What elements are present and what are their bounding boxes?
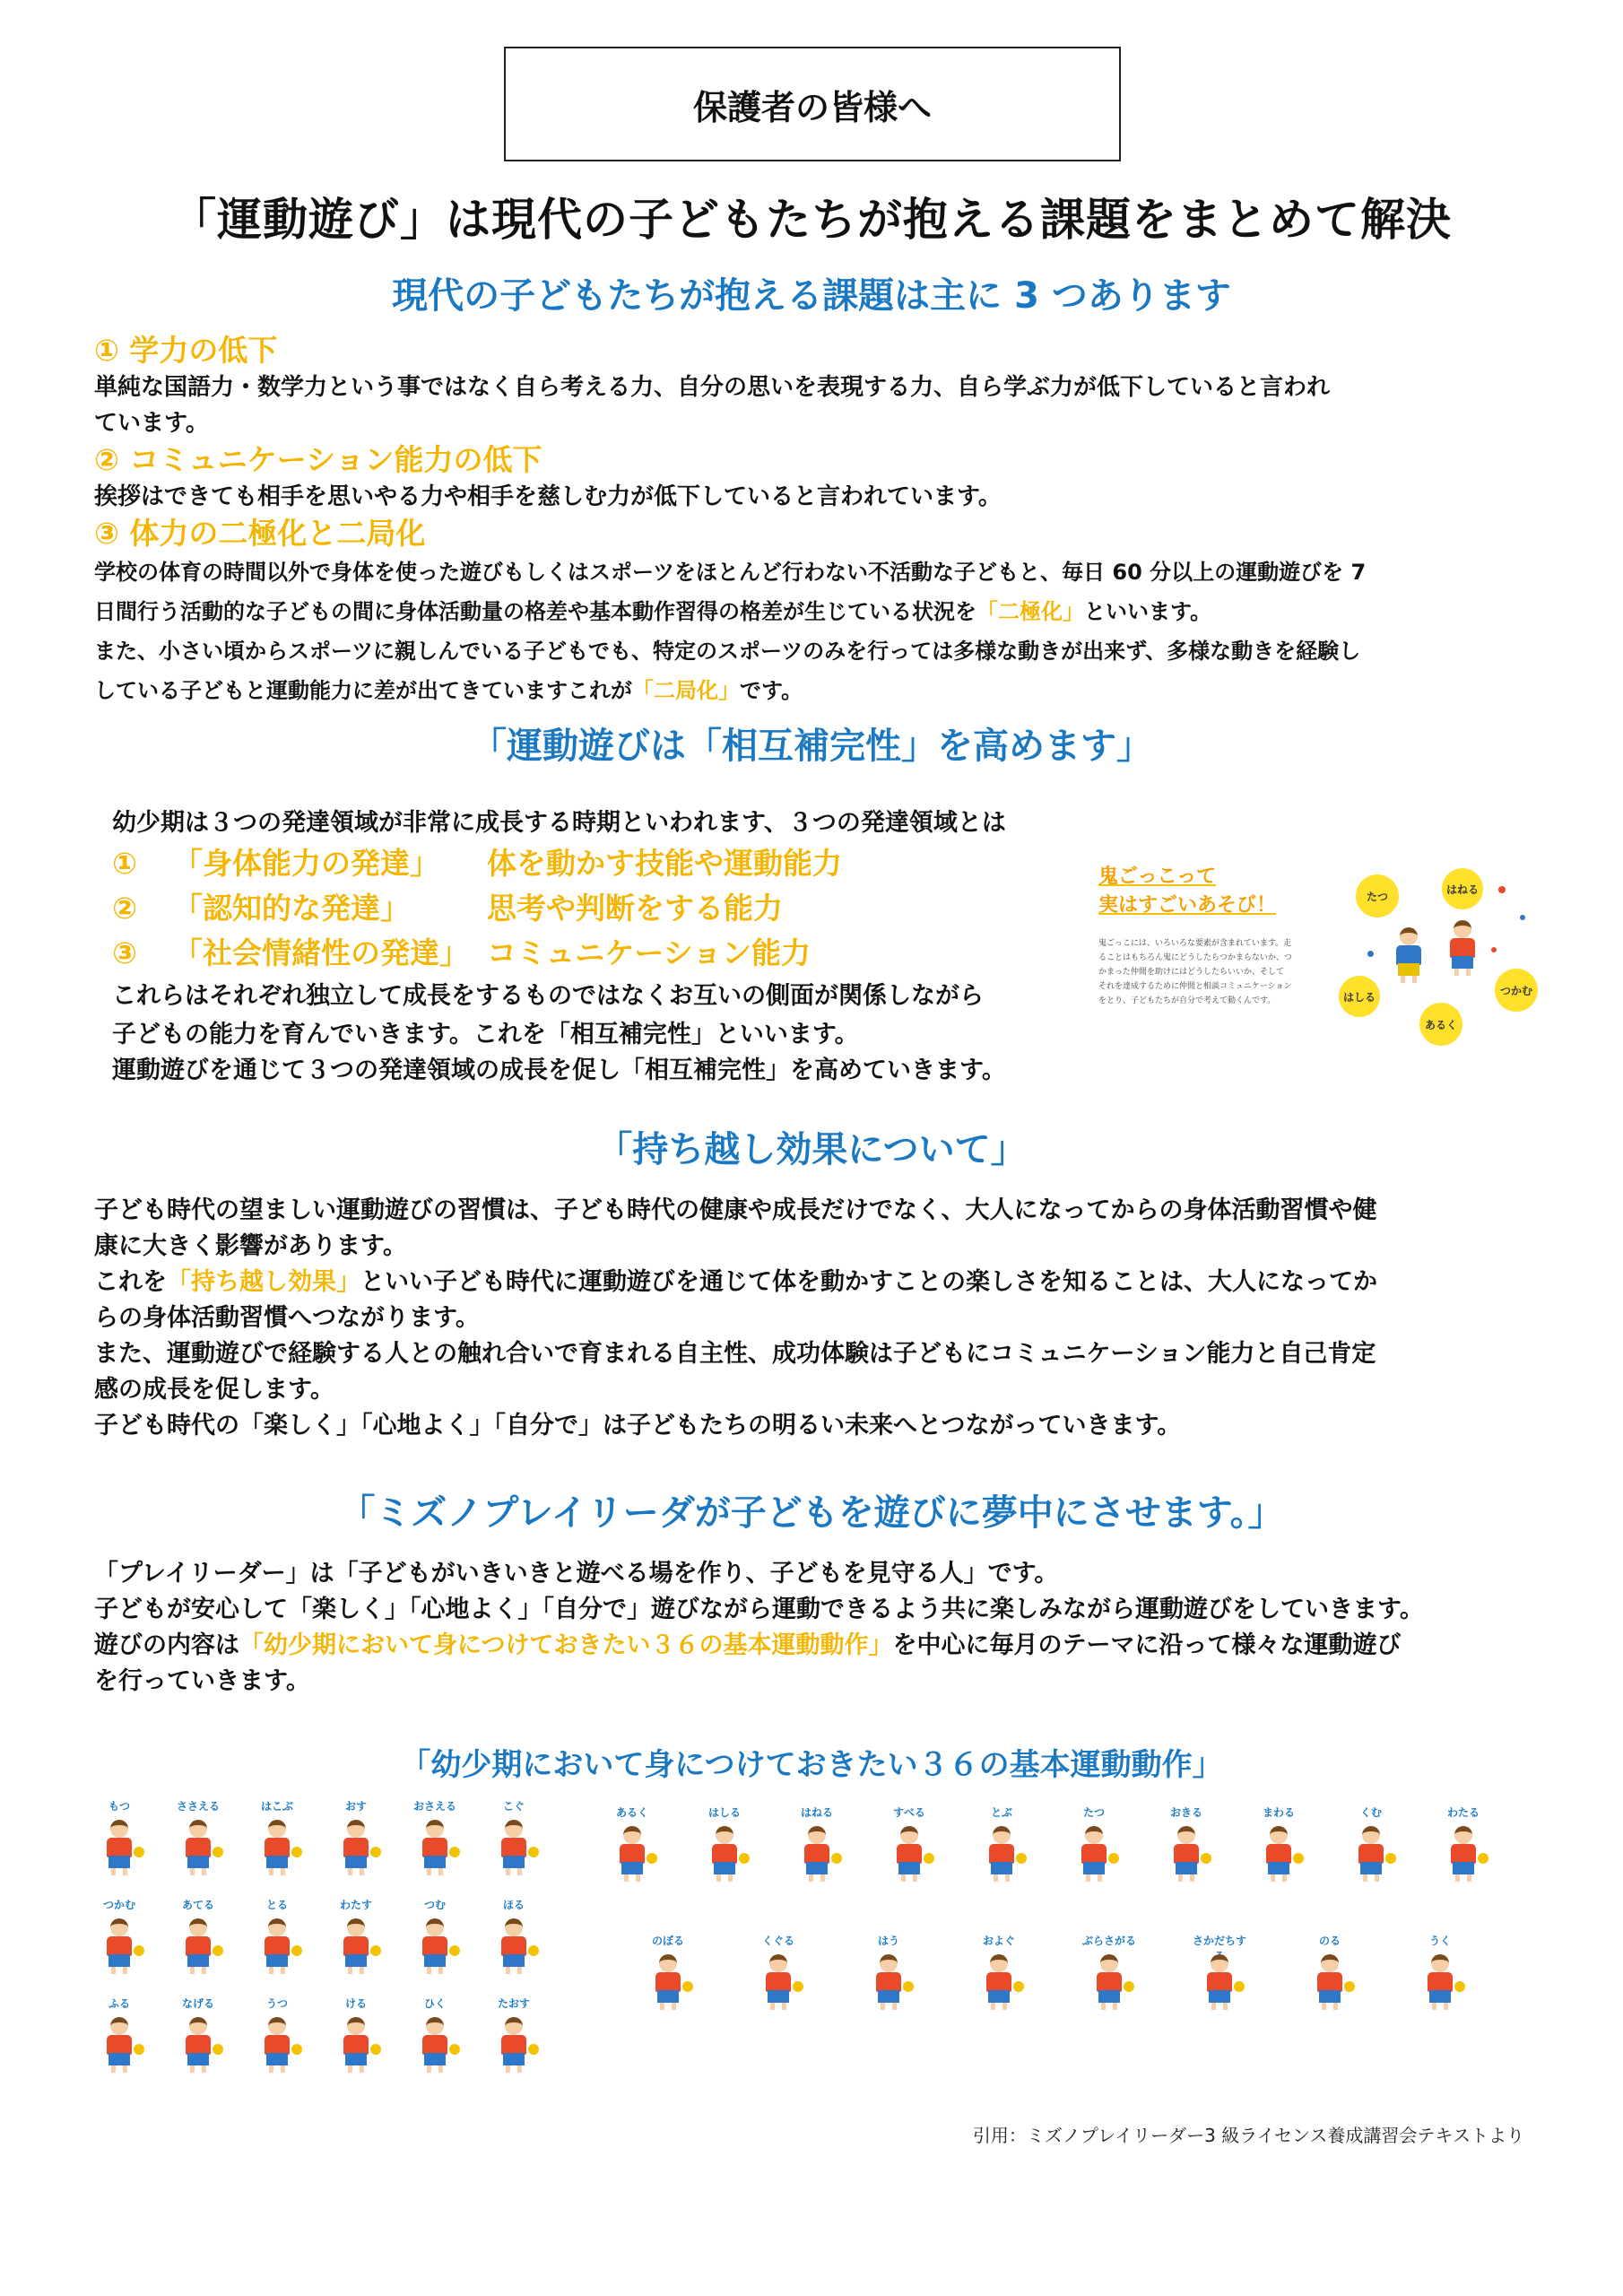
child-figure-icon (489, 2017, 539, 2073)
child-figure-icon (976, 1826, 1027, 1882)
child-figure-icon (252, 2017, 302, 2073)
child-figure-icon (410, 2017, 460, 2073)
child-figure-icon (1254, 1826, 1304, 1882)
section2-heading: 「運動遊びは「相互補完性」を高めます」 (471, 726, 1152, 767)
child-figure-icon (331, 1820, 381, 1875)
child-figure-icon (173, 1918, 223, 1974)
motion-label: ほる (502, 1899, 525, 1911)
motion-label: もつ (108, 1800, 130, 1813)
motion-label: おさえる (412, 1800, 456, 1813)
section4-line1: 「プレイリーダー」は「子どもがいきいきと遊べる場を作り、子どもを見守る人」です。 (94, 1560, 1059, 1587)
motion-label: のる (1318, 1935, 1341, 1947)
motion-label: はう (877, 1935, 899, 1947)
motion-item (167, 1996, 230, 2073)
child-figure-icon (1194, 1954, 1245, 2010)
issue3-line3: また、小さい頃からスポーツに親しんでいる子どもでも、特定のスポーツのみを行っては多様な動きが出来ず、多様な動きを経験し (94, 639, 1361, 664)
motion-label: たおす (497, 1997, 530, 2010)
motion-item (878, 1805, 941, 1882)
child-figure-icon (173, 2017, 223, 2073)
motion-item (857, 1933, 920, 2010)
motion-item (88, 1897, 151, 1974)
motion-label: ぶらさがる (1081, 1935, 1136, 1947)
motion-item (1409, 1933, 1471, 2010)
motion-label: とぶ (990, 1806, 1012, 1819)
child-figure-icon (1438, 1826, 1488, 1882)
motion-item (246, 1798, 308, 1875)
motion-item (167, 1798, 230, 1875)
motion-item (246, 1897, 308, 1974)
motion-item (970, 1805, 1033, 1882)
motion-label: ひく (423, 1997, 446, 2010)
bubble-aruku: あるく (1419, 1003, 1462, 1046)
child-figure-icon (1305, 1954, 1355, 2010)
term-36-motions: 「幼少期において身につけておきたい３６の基本運動動作」 (239, 1631, 893, 1659)
child-figure-icon (173, 1820, 223, 1875)
child-figure-icon (1346, 1826, 1396, 1882)
motion-item (1298, 1933, 1361, 2010)
child-figure-icon (94, 1820, 144, 1875)
motion-label: すべる (893, 1806, 925, 1819)
motion-item (747, 1933, 810, 2010)
section2-line1: これらはそれぞれ独立して成長をするものではなくお互いの側面が関係しながら (112, 982, 984, 1010)
section2-intro: 幼少期は３つの発達領域が非常に成長する時期といわれます、３つの発達領域とは (112, 809, 1006, 837)
child-figure-icon (94, 2017, 144, 2073)
issue1-title: ① 学力の低下 (94, 333, 278, 368)
section3-line7: 子ども時代の「楽しく」「心地よく」「自分で」は子どもたちの明るい未来へとつながっていきます。 (94, 1412, 1182, 1439)
motion-item (1247, 1805, 1310, 1882)
child-figure-icon (252, 1918, 302, 1974)
issue1-line1: 単純な国語力・数学力という事ではなく自ら考える力、自分の思いを表現する力、自ら学ぶ力が低下していると言われ (94, 374, 1331, 401)
motion-label: とる (265, 1899, 288, 1911)
term-nikyokuka2: 「二局化」 (632, 678, 740, 703)
motion-label: なげる (181, 1997, 214, 2010)
child-figure-icon (1415, 1954, 1465, 2010)
child-figure-icon (410, 1820, 460, 1875)
child-figure-icon (331, 1918, 381, 1974)
motion-item (325, 1996, 387, 2073)
motion-label: およぐ (982, 1935, 1015, 1947)
motion-label: まわる (1262, 1806, 1295, 1819)
child-figure-icon (410, 1918, 460, 1974)
motion-label: のぼる (651, 1935, 684, 1947)
child-figure-icon (331, 2017, 381, 2073)
domain-row-2: ② 「認知的な発達」 思考や判断をする能力 (112, 891, 783, 926)
motion-label: おす (344, 1800, 367, 1813)
section4-line2: 子どもが安心して「楽しく」「心地よく」「自分で」遊びながら運動できるよう共に楽しみながら運動遊びをしていきます。 (94, 1596, 1424, 1623)
motion-label: こぐ (502, 1800, 525, 1813)
child-figure-icon (252, 1820, 302, 1875)
motion-item (785, 1805, 848, 1882)
child-figure-icon (884, 1826, 934, 1882)
motion-label: おきる (1169, 1806, 1202, 1819)
motion-label: ける (344, 1997, 367, 2010)
domain-row-3: ③ 「社会情緒性の発達」 コミュニケーション能力 (112, 935, 812, 970)
motion-label: さかだちす (1192, 1935, 1246, 1947)
term-mochikoshi: 「持ち越し効果」 (167, 1268, 360, 1296)
section3-line2: 康に大きく影響があります。 (94, 1232, 407, 1260)
issue3-line2-pre: 日間行う活動的な子どもの間に身体活動量の格差や基本動作習得の格差が生じている状況を (94, 599, 976, 624)
domain-row-1: ① 「身体能力の発達」 体を動かす技能や運動能力 (112, 846, 842, 881)
oni-title-2: 実はすごいあそび！ (1098, 894, 1277, 917)
issue1-line2: ています。 (94, 410, 209, 437)
issue3-line2-post: といいます。 (1084, 599, 1212, 624)
child-figure-icon (864, 1954, 914, 2010)
child-figure-icon (1161, 1826, 1211, 1882)
motion-label: ささえる (176, 1800, 220, 1813)
section5-heading: 「幼少期において身につけておきたい３６の基本運動動作」 (400, 1747, 1223, 1783)
motion-label: あるく (615, 1806, 648, 1819)
section4-line3: 遊びの内容は「幼少期において身につけておきたい３６の基本運動動作」を中心に毎月のテーマに沿って様々な運動遊び (94, 1631, 1402, 1659)
bubble-tsukamu: つかむ (1495, 969, 1538, 1012)
section3-line6: 感の成長を促します。 (94, 1376, 334, 1404)
bubble-haneru: はねる (1442, 868, 1483, 909)
motion-label: くぐる (761, 1935, 794, 1947)
child-figure-icon (489, 1820, 539, 1875)
motion-item (1078, 1933, 1141, 2010)
motion-item (482, 1897, 545, 1974)
child-figure-icon (974, 1954, 1024, 2010)
motion-item (693, 1805, 756, 1882)
main-title: 「運動遊び」は現代の子どもたちが抱える課題をまとめて解決 (171, 194, 1452, 246)
motion-label: くむ (1359, 1806, 1382, 1819)
motion-item (1432, 1805, 1495, 1882)
motion-label: うつ (265, 1997, 288, 2010)
term-nikyokuka: 「二極化」 (976, 599, 1084, 624)
motion-item (167, 1897, 230, 1974)
section4-heading: 「ミズノプレイリーダが子どもを遊びに夢中にさせます。」 (339, 1492, 1284, 1534)
motion-item (88, 1996, 151, 2073)
section3-heading: 「持ち越し効果について」 (596, 1129, 1027, 1170)
motion-item (88, 1798, 151, 1875)
citation: 引用：ミズノプレイリーダー3 級ライセンス養成講習会テキストより (972, 2125, 1524, 2146)
motion-item (1155, 1805, 1218, 1882)
motion-item (1340, 1805, 1402, 1882)
child-figure-icon (489, 1918, 539, 1974)
child-figure-icon (607, 1826, 657, 1882)
section1-heading: 現代の子どもたちが抱える課題は主に 3 つあります (392, 275, 1231, 317)
child-figure-icon (753, 1954, 803, 2010)
bubble-tatsu: たつ (1356, 874, 1399, 918)
section2-line2: 子どもの能力を育んでいきます。これを「相互補完性」といいます。 (112, 1021, 859, 1048)
bubble-hashiru: はしる (1339, 976, 1380, 1017)
child-figure-icon (792, 1826, 842, 1882)
motion-label: たつ (1082, 1806, 1105, 1819)
issue3-line4-pre: している子どもと運動能力に差が出てきていますこれが (94, 678, 632, 703)
section3-line4: らの身体活動習慣へつながります。 (94, 1304, 480, 1332)
motion-label: はこぶ (260, 1800, 293, 1813)
greeting-title: 保護者の皆様へ (692, 87, 932, 127)
motion-item (404, 1897, 466, 1974)
section3-line1: 子ども時代の望ましい運動遊びの習慣は、子ども時代の健康や成長だけでなく、大人になってからの身体活動習慣や健 (94, 1196, 1377, 1224)
issue3-line4-post: です。 (740, 678, 803, 703)
motion-label: はねる (800, 1806, 833, 1819)
child-figure-icon (699, 1826, 750, 1882)
oni-text: 鬼ごっこには、いろいろな要素が含まれています。走 ることはもちろん鬼にどうしたらつかまらないか、つ かまった仲間を助けにはどうしたらいいか、そして それを達成するために仲間と相談コミュニケーション をとり、子どもたちが自分で考えて動くんです。 (1098, 939, 1292, 1005)
motion-label: あてる (181, 1899, 214, 1911)
motion-label: わたす (339, 1899, 372, 1911)
motion-label: わたる (1446, 1806, 1480, 1819)
motion-item (404, 1996, 466, 2073)
child-figure-icon (94, 1918, 144, 1974)
motion-label: ふる (108, 1997, 130, 2010)
section4-line4: を行っていきます。 (94, 1667, 310, 1695)
section3-line3: これを「持ち越し効果」といい子ども時代に運動遊びを通じて体を動かすことの楽しさを知ることは、大人になってか (94, 1268, 1377, 1296)
motion-item (1063, 1805, 1125, 1882)
child-figure-icon (1069, 1826, 1119, 1882)
motion-item (325, 1798, 387, 1875)
motion-label: うく (1428, 1935, 1451, 1947)
motion-label: つむ (423, 1899, 446, 1911)
motion-item (968, 1933, 1030, 2010)
motion-item (482, 1798, 545, 1875)
issue2-title: ② コミュニケーション能力の低下 (94, 442, 542, 477)
motion-item (325, 1897, 387, 1974)
motion-item (601, 1805, 664, 1882)
motion-item (246, 1996, 308, 2073)
issue2-line1: 挨拶はできても相手を思いやる力や相手を慈しむ力が低下していると言われています。 (94, 483, 1002, 510)
child-figure-icon (643, 1954, 693, 2010)
motion-item (404, 1798, 466, 1875)
motion-label: つかむ (102, 1899, 135, 1911)
motion-item (1188, 1933, 1251, 2010)
oni-title-1: 鬼ごっこって (1098, 865, 1217, 888)
section3-line5: また、運動遊びで経験する人との触れ合いで育まれる自主性、成功体験は子どもにコミュニケーション能力と自己肯定 (94, 1340, 1376, 1368)
issue3-title: ③ 体力の二極化と二局化 (94, 516, 426, 551)
child-figure-icon (1084, 1954, 1134, 2010)
motion-item (637, 1933, 699, 2010)
motion-label: はしる (707, 1806, 741, 1819)
section2-line3: 運動遊びを通じて３つの発達領域の成長を促し「相互補完性」を高めていきます。 (112, 1057, 1006, 1084)
issue3-line1: 学校の体育の時間以外で身体を使った遊びもしくはスポーツをほとんど行わない不活動な子どもと、毎日 60 分以上の運動遊びを 7 (94, 560, 1367, 585)
motion-item (482, 1996, 545, 2073)
